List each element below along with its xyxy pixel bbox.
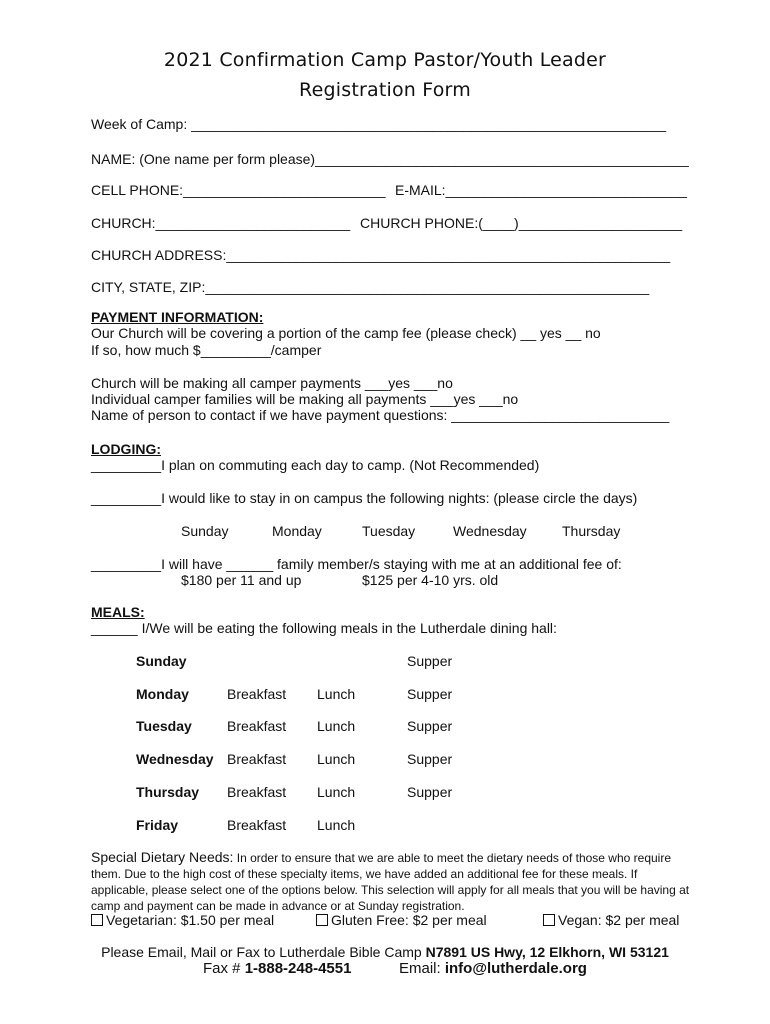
meal-supper[interactable]: Supper [407,784,453,800]
fee-child: $125 per 4-10 yrs. old [362,572,499,588]
day-wednesday[interactable]: Wednesday [453,523,527,539]
email-field[interactable]: E-MAIL:_______________________________ [395,182,687,198]
meal-lunch[interactable]: Lunch [317,686,356,702]
dietary-text: In order to ensure that we are able to meet the dietary needs of those who require them. Due to the high cost of these specialty items, we have added an additional fee for these meals. If applicable, please select one of the options below. This selection will apply for all meals that you will be having at camp and payment can be made in advance or at Sunday registration. [91,851,690,913]
checkbox-icon[interactable] [543,914,555,926]
day-sunday[interactable]: Sunday [181,523,229,539]
footer-mail-prefix: Please Email, Mail or Fax to Lutherdale Bible Camp [101,944,426,960]
payment-heading: PAYMENT INFORMATION: [91,309,264,325]
meal-supper[interactable]: Supper [407,653,453,669]
option-vegan-label: Vegan: $2 per meal [558,912,680,928]
lodging-family-option[interactable]: _________I will have ______ family member/s staying with me at an additional fee of: [91,556,622,572]
church-address-field[interactable]: CHURCH ADDRESS:_________________________________________________________ [91,247,671,263]
meals-heading: MEALS: [91,604,145,620]
option-vegan[interactable] [543,912,679,928]
meal-breakfast[interactable]: Breakfast [227,751,287,767]
meal-breakfast[interactable]: Breakfast [227,686,287,702]
meal-supper[interactable]: Supper [407,686,453,702]
fee-adult: $180 per 11 and up [181,572,302,588]
church-payments-question[interactable]: Church will be making all camper payments ___yes ___no [91,375,453,391]
footer-email-address[interactable]: info@lutherdale.org [444,960,587,977]
form-title-line2: Registration Form [299,79,471,101]
payment-portion-question[interactable]: Our Church will be covering a portion of the camp fee (please check) __ yes __ no [91,325,601,341]
footer-fax-number: 1-888-248-4551 [244,960,352,977]
footer-address: N7891 US Hwy, 12 Elkhorn, WI 53121 [425,944,669,960]
meal-day: Thursday [136,784,200,800]
week-of-camp-field[interactable]: Week of Camp: _____________________________________________________________ [91,116,667,132]
meal-lunch[interactable]: Lunch [317,718,356,734]
meal-lunch[interactable]: Lunch [317,751,356,767]
meal-day: Sunday [136,653,187,669]
checkbox-icon[interactable] [316,914,328,926]
meal-day: Monday [136,686,189,702]
checkbox-icon[interactable] [91,914,103,926]
option-vegetarian-label: Vegetarian: $1.50 per meal [106,912,275,928]
meal-day: Tuesday [136,718,192,734]
lodging-commute-option[interactable]: _________I plan on commuting each day to camp. (Not Recommended) [91,457,540,473]
dietary-label: Special Dietary Needs: [91,849,234,865]
meal-day: Wednesday [136,751,214,767]
footer-mail-line [0,944,770,960]
meal-breakfast[interactable]: Breakfast [227,718,287,734]
meal-lunch[interactable]: Lunch [317,817,356,833]
footer-fax-label: Fax # [203,960,245,977]
payment-amount-field[interactable]: If so, how much $_________/camper [91,342,322,358]
lodging-stay-option[interactable]: _________I would like to stay in on campus the following nights: (please circle the days) [91,490,638,506]
name-field[interactable]: NAME: (One name per form please)________________________________________________ [91,151,689,167]
meal-day: Friday [136,817,179,833]
option-vegetarian[interactable] [91,912,274,928]
lodging-heading: LODGING: [91,441,161,457]
meals-intro[interactable]: ______ I/We will be eating the following meals in the Lutherdale dining hall: [91,620,557,636]
option-gluten-free[interactable] [316,912,487,928]
form-title-line1: 2021 Confirmation Camp Pastor/Youth Leader [163,49,607,71]
meal-lunch[interactable]: Lunch [317,784,356,800]
family-payments-question[interactable]: Individual camper families will be making all payments ___yes ___no [91,391,519,407]
footer-email [399,960,587,977]
footer-email-label: Email: [399,960,445,977]
city-state-zip-field[interactable]: CITY, STATE, ZIP:_________________________________________________________ [91,279,650,295]
church-phone-field[interactable]: CHURCH PHONE:(____)_____________________ [360,215,683,231]
footer-fax [203,960,351,977]
day-thursday[interactable]: Thursday [562,523,621,539]
day-monday[interactable]: Monday [272,523,322,539]
meal-supper[interactable]: Supper [407,751,453,767]
day-tuesday[interactable]: Tuesday [362,523,416,539]
payment-contact-field[interactable]: Name of person to contact if we have payment questions: ____________________________ [91,407,670,423]
meal-breakfast[interactable]: Breakfast [227,784,287,800]
meal-breakfast[interactable]: Breakfast [227,817,287,833]
church-field[interactable]: CHURCH:_________________________ [91,215,351,231]
cell-phone-field[interactable]: CELL PHONE:__________________________ [91,182,386,198]
option-gluten-free-label: Gluten Free: $2 per meal [331,912,487,928]
dietary-paragraph [91,849,691,914]
meal-supper[interactable]: Supper [407,718,453,734]
